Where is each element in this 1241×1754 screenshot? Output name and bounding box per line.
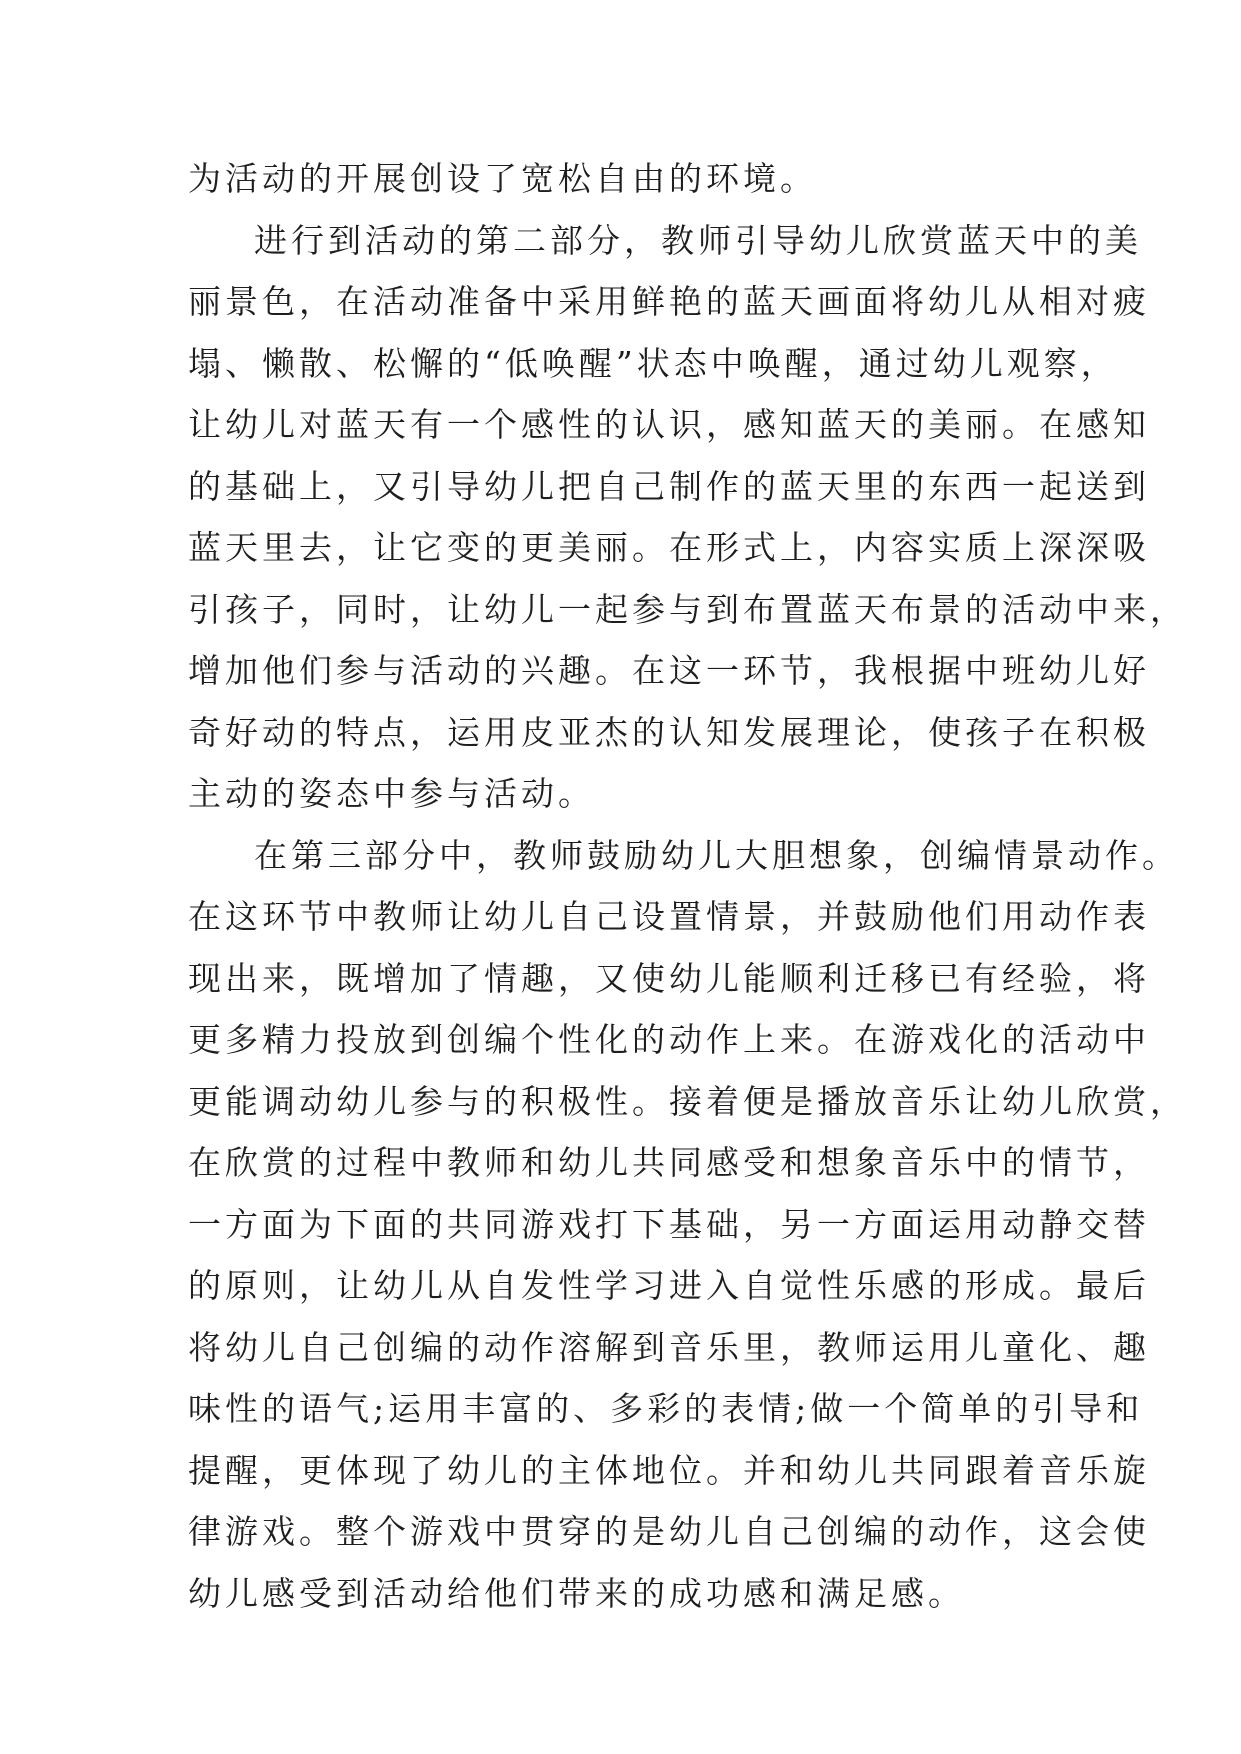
text-line: 在欣赏的过程中教师和幼儿共同感受和想象音乐中的情节，	[188, 1143, 1150, 1182]
text-line: 丽景色，在活动准备中采用鲜艳的蓝天画面将幼儿从相对疲	[188, 282, 1150, 321]
text-line: 律游戏。整个游戏中贯穿的是幼儿自己创编的动作，这会使	[188, 1512, 1150, 1551]
text-line: 提醒，更体现了幼儿的主体地位。并和幼儿共同跟着音乐旋	[188, 1450, 1150, 1490]
text-line: 引孩子，同时，让幼儿一起参与到布置蓝天布景的活动中来，	[188, 589, 1187, 629]
text-line: 更能调动幼儿参与的积极性。接着便是播放音乐让幼儿欣赏，	[188, 1081, 1187, 1121]
paragraph-start-line: 进行到活动的第二部分，教师引导幼儿欣赏蓝天中的美	[254, 220, 1142, 260]
text-line: 一方面为下面的共同游戏打下基础，另一方面运用动静交替	[188, 1204, 1150, 1244]
text-line: 主动的姿态中参与活动。	[188, 774, 595, 813]
text-line: 将幼儿自己创编的动作溶解到音乐里，教师运用儿童化、趣	[188, 1327, 1150, 1367]
text-line: 让幼儿对蓝天有一个感性的认识，感知蓝天的美丽。在感知	[188, 405, 1150, 444]
text-line: 更多精力投放到创编个性化的动作上来。在游戏化的活动中	[188, 1020, 1150, 1059]
text-line: 在这环节中教师让幼儿自己设置情景，并鼓励他们用动作表	[188, 897, 1150, 936]
text-line: 为活动的开展创设了宽松自由的环境。	[188, 159, 817, 198]
text-line: 蓝天里去，让它变的更美丽。在形式上，内容实质上深深吸	[188, 528, 1150, 567]
text-line: 味性的语气;运用丰富的、多彩的表情;做一个简单的引导和	[188, 1389, 1144, 1428]
text-line: 现出来，既增加了情趣，又使幼儿能顺利迁移已有经验，将	[188, 958, 1150, 998]
text-line: 的原则，让幼儿从自发性学习进入自觉性乐感的形成。最后	[188, 1266, 1150, 1305]
text-line: 幼儿感受到活动给他们带来的成功感和满足感。	[188, 1573, 965, 1613]
text-line: 的基础上，又引导幼儿把自己制作的蓝天里的东西一起送到	[188, 466, 1150, 506]
text-line: 奇好动的特点，运用皮亚杰的认知发展理论，使孩子在积极	[188, 712, 1150, 752]
text-line: 增加他们参与活动的兴趣。在这一环节，我根据中班幼儿好	[188, 651, 1150, 690]
paragraph-start-line: 在第三部分中，教师鼓励幼儿大胆想象，创编情景动作。	[254, 835, 1179, 875]
text-line: 塌、懒散、松懈的“低唤醒”状态中唤醒，通过幼儿观察，	[188, 343, 1118, 383]
body-text	[188, 148, 1187, 1624]
